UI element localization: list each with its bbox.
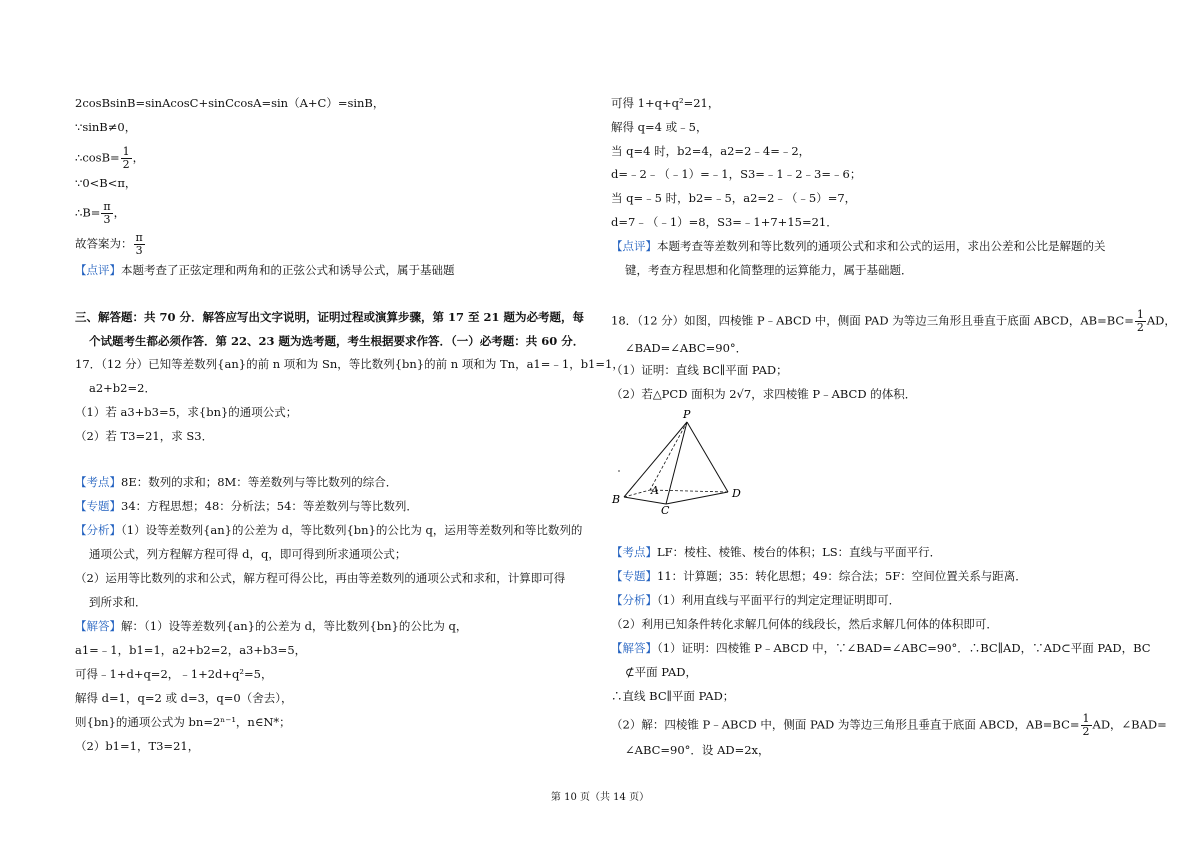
fraction: $\frac{1}{2}$ (122, 145, 130, 171)
label-b: B (612, 493, 621, 506)
fraction: $\frac{\pi}{3}$ (103, 200, 111, 226)
text-line: ⊄平面 PAD， (625, 665, 697, 679)
fraction: $\frac{1}{2}$ (1082, 712, 1090, 738)
pyramid-figure (608, 405, 758, 517)
text-line: ∴cosB= $\frac{1}{2}$ ， (75, 145, 145, 171)
text-line: 到所求和． (89, 595, 147, 609)
topic: 【专题】34：方程思想；48：分析法；54：等差数列与等比数列． (75, 499, 418, 513)
text-line: （2）若△PCD 面积为 2√7，求四棱锥 P﹣ABCD 的体积． (611, 387, 917, 401)
text-line: 可得 1+q+q²=21， (611, 96, 720, 110)
analysis: 【分析】（1）设等差数列{an}的公差为 d，等比数列{bn}的公比为 q，运用等差数列和等比数列的 (75, 523, 583, 537)
text-line: （2）若 T3=21，求 S3． (75, 429, 214, 443)
text-line: a1=﹣1，b1=1，a2+b2=2，a3+b3=5， (75, 643, 307, 657)
text-line: 故答案为： $\frac{\pi}{3}$ (75, 231, 143, 257)
section-heading: 三、解答题：共 70 分．解答应写出文字说明，证明过程或演算步骤，第 17 至 21 题为必考题，每 (75, 310, 585, 324)
topic: 【专题】11：计算题；35：转化思想；49：综合法；5F：空间位置关系与距离． (611, 569, 1027, 583)
solution: 【解答】（1）证明：四棱锥 P﹣ABCD 中，∵∠BAD=∠ABC=90°．∴BC∥AD，∵AD⊂平面 PAD，BC (611, 641, 1151, 655)
review-line: 【点评】本题考查了正弦定理和两角和的正弦公式和诱导公式，属于基础题 (75, 263, 455, 277)
text-line: 解得 q=4 或﹣5， (611, 120, 708, 134)
text-line: ∴B= $\frac{\pi}{3}$ ， (75, 200, 126, 226)
text-line: 通项公式，列方程解方程可得 d，q，即可得到所求通项公式； (89, 547, 407, 561)
label-a: A (651, 484, 659, 497)
review-line: 【点评】本题考查等差数列和等比数列的通项公式和求和公式的运用，求出公差和公比是解题的关 (611, 239, 1106, 253)
question-17: 17．（12 分）已知等差数列{an}的前 n 项和为 Sn，等比数列{bn}的前 n 项和为 Tn，a1=﹣1，b1=1， (75, 357, 624, 371)
fraction: $\frac{1}{2}$ (1136, 308, 1144, 334)
knowledge-point: 【考点】8E：数列的求和；8M：等差数列与等比数列的综合． (75, 475, 398, 489)
label-d: D (732, 487, 741, 500)
text-line: 当 q=﹣5 时，b2=﹣5，a2=2﹣（﹣5）=7， (611, 191, 857, 205)
solution: 【解答】解：（1）设等差数列{an}的公差为 d，等比数列{bn}的公比为 q， (75, 619, 468, 633)
text-line: ∵sinB≠0， (75, 120, 137, 134)
text-line: ∠BAD=∠ABC=90°． (625, 341, 748, 355)
question-18: 18．（12 分）如图，四棱锥 P﹣ABCD 中，侧面 PAD 为等边三角形且垂直于底面 ABCD，AB=BC= $\frac{1}{2}$ AD， (611, 308, 1176, 334)
text-line: 解得 d=1，q=2 或 d=3，q=0（舍去）， (75, 691, 293, 705)
text-line: （2）运用等比数列的求和公式，解方程可得公比，再由等差数列的通项公式和求和，计算即可得 (75, 571, 566, 585)
analysis: 【分析】（1）利用直线与平面平行的判定定理证明即可． (611, 593, 901, 607)
text-line: 当 q=4 时，b2=4，a2=2﹣4=﹣2， (611, 144, 811, 158)
text-line: （2）利用已知条件转化求解几何体的线段长，然后求解几何体的体积即可． (611, 617, 998, 631)
text-line: 可得﹣1+d+q=2，﹣1+2d+q²=5， (75, 667, 273, 681)
text-line: 键，考查方程思想和化简整理的运算能力，属于基础题． (625, 263, 913, 277)
text-line: 则{bn}的通项公式为 bn=2ⁿ⁻¹，n∈N*； (75, 715, 291, 729)
text-line: a2+b2=2． (89, 381, 156, 395)
text-line: ∵0<B<π， (75, 176, 137, 190)
text-line: d=7﹣（﹣1）=8，S3=﹣1+7+15=21． (611, 215, 838, 229)
text-line: d=﹣2﹣（﹣1）=﹣1，S3=﹣1﹣2﹣3=﹣6； (611, 167, 862, 181)
page-footer: 第 10 页（共 14 页） (550, 792, 650, 803)
text-line: （2）解：四棱锥 P﹣ABCD 中，侧面 PAD 为等边三角形且垂直于底面 ABCD，AB=BC= $\frac{1}{2}$ AD，∠BAD= (611, 712, 1167, 738)
section-heading: 个试题考生都必须作答．第 22、23 题为选考题，考生根据要求作答．（一）必考题：共 60 分． (89, 334, 585, 348)
text-line: ∠ABC=90°．设 AD=2x， (625, 743, 770, 757)
text-line: （2）b1=1，T3=21， (75, 739, 200, 753)
fraction: $\frac{\pi}{3}$ (135, 231, 143, 257)
text-line: （1）若 a3+b3=5，求{bn}的通项公式； (75, 405, 298, 419)
label-p: P (683, 408, 691, 421)
knowledge-point: 【考点】LF：棱柱、棱锥、棱台的体积；LS：直线与平面平行． (611, 545, 942, 559)
text-line: ∴直线 BC∥平面 PAD； (611, 689, 735, 703)
text-line: （1）证明：直线 BC∥平面 PAD； (611, 363, 788, 377)
text-line: 2cosBsinB=sinAcosC+sinCcosA=sin（A+C）=sinB， (75, 96, 385, 110)
label-c: C (661, 504, 670, 517)
